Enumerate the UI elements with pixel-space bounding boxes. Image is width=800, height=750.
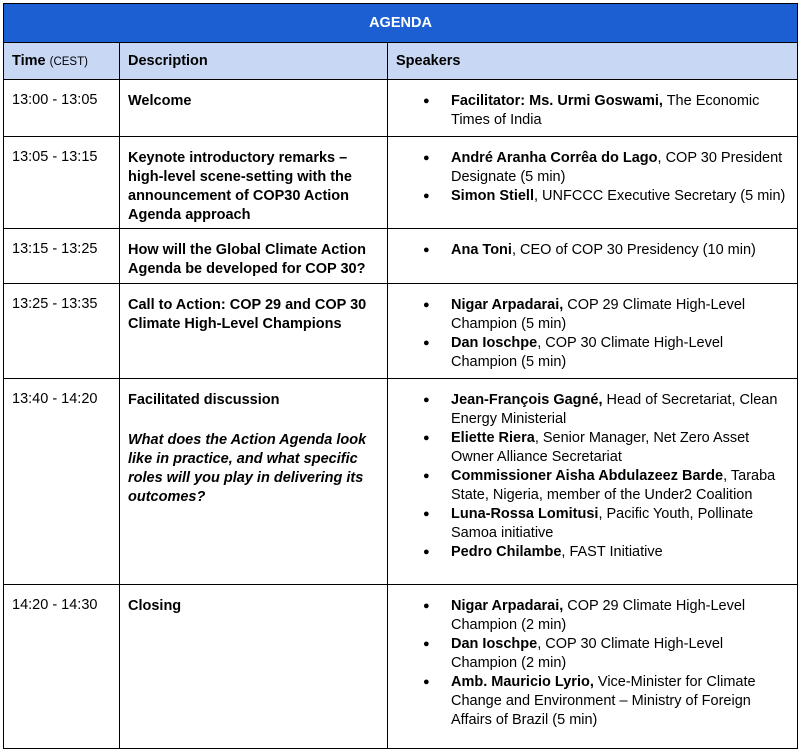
title-row — [4, 4, 798, 43]
speaker-name: André Aranha Corrêa do Lago — [451, 150, 658, 166]
speaker-item — [451, 505, 791, 543]
speaker-role: , COP 30 President Designate (5 min) — [451, 150, 783, 185]
speaker-item — [451, 391, 791, 429]
time-cell: 14:20 - 14:30 — [4, 585, 120, 749]
session-title: Closing — [128, 598, 182, 614]
session-title: Call to Action: COP 29 and COP 30 Climate High-Level Champions — [128, 297, 367, 332]
speaker-item — [451, 467, 791, 505]
time-cell: 13:00 - 13:05 — [4, 80, 120, 137]
speaker-role: , Taraba State, Nigeria, member of the Under2 Coalition — [451, 468, 776, 503]
speaker-role: , Pacific Youth, Pollinate Samoa initiative — [451, 506, 754, 541]
description-cell — [120, 80, 388, 137]
speaker-name: Nigar Arpadarai, — [451, 297, 564, 313]
agenda-row — [4, 284, 798, 379]
speaker-list — [396, 296, 791, 372]
description-cell — [120, 585, 388, 749]
header-row — [4, 43, 798, 80]
time-cell: 13:05 - 13:15 — [4, 137, 120, 229]
speaker-role: Head of Secretariat, Clean Energy Ministerial — [451, 392, 778, 427]
speaker-name: Eliette Riera — [451, 430, 535, 446]
agenda-document — [3, 3, 797, 749]
speakers-cell — [388, 379, 798, 585]
speaker-name: Ana Toni — [451, 242, 512, 258]
speaker-item — [451, 635, 791, 673]
speaker-name: Commissioner Aisha Abdulazeez Barde — [451, 468, 724, 484]
description-cell — [120, 137, 388, 229]
speaker-role: , COP 30 Climate High-Level Champion (5 min) — [451, 335, 724, 370]
speaker-list — [396, 241, 791, 260]
header-time-suffix: (CEST) — [49, 56, 88, 68]
agenda-row — [4, 585, 798, 749]
speaker-name: Dan Ioschpe — [451, 636, 538, 652]
header-time — [4, 43, 120, 80]
session-title: Welcome — [128, 93, 192, 109]
speaker-item — [451, 149, 791, 187]
header-time-label: Time — [12, 53, 46, 69]
speakers-cell — [388, 137, 798, 229]
speaker-item — [451, 92, 791, 130]
session-title: Facilitated discussion — [128, 392, 280, 408]
speaker-role: , CEO of COP 30 Presidency (10 min) — [511, 242, 756, 258]
session-title: Keynote introductory remarks – high-level scene-setting with the announcement of COP30 Action Agenda approach — [128, 150, 352, 223]
agenda-title: AGENDA — [4, 4, 798, 43]
speaker-name: Luna-Rossa Lomitusi — [451, 506, 599, 522]
description-cell — [120, 229, 388, 284]
time-cell: 13:40 - 14:20 — [4, 379, 120, 585]
agenda-row — [4, 137, 798, 229]
speakers-cell — [388, 284, 798, 379]
session-title: How will the Global Climate Action Agenda be developed for COP 30? — [128, 242, 366, 277]
speakers-cell — [388, 229, 798, 284]
speaker-item — [451, 187, 791, 206]
time-cell: 13:25 - 13:35 — [4, 284, 120, 379]
speaker-item — [451, 597, 791, 635]
agenda-rows — [4, 80, 798, 749]
speaker-item — [451, 429, 791, 467]
speaker-list — [396, 597, 791, 730]
speaker-name: Jean-François Gagné, — [451, 392, 603, 408]
speaker-list — [396, 149, 791, 206]
speakers-cell — [388, 80, 798, 137]
speaker-name: Dan Ioschpe — [451, 335, 538, 351]
speaker-item — [451, 296, 791, 334]
speaker-name: Amb. Mauricio Lyrio, — [451, 674, 594, 690]
agenda-row — [4, 229, 798, 284]
time-cell: 13:15 - 13:25 — [4, 229, 120, 284]
speaker-role: , UNFCCC Executive Secretary (5 min) — [534, 188, 786, 204]
speaker-role: , Senior Manager, Net Zero Asset Owner Alliance Secretariat — [451, 430, 750, 465]
agenda-row — [4, 379, 798, 585]
speaker-role: COP 29 Climate High-Level Champion (2 min) — [451, 598, 746, 633]
speaker-item — [451, 543, 791, 562]
speaker-item — [451, 334, 791, 372]
speaker-name: Nigar Arpadarai, — [451, 598, 564, 614]
description-cell — [120, 284, 388, 379]
speaker-role: The Economic Times of India — [451, 93, 760, 128]
speaker-list — [396, 391, 791, 562]
speaker-role: COP 29 Climate High-Level Champion (5 min) — [451, 297, 746, 332]
speaker-role: Vice-Minister for Climate Change and Environment – Ministry of Foreign Affairs of Brazil (5 min) — [451, 674, 756, 728]
speaker-role: , COP 30 Climate High-Level Champion (2 min) — [451, 636, 724, 671]
speaker-item — [451, 241, 791, 260]
speaker-item — [451, 673, 791, 730]
header-description: Description — [120, 43, 388, 80]
speaker-name: Simon Stiell — [451, 188, 534, 204]
speaker-role: , FAST Initiative — [561, 544, 663, 560]
description-cell — [120, 379, 388, 585]
speaker-name: Facilitator: Ms. Urmi Goswami, — [451, 93, 663, 109]
header-speakers: Speakers — [388, 43, 798, 80]
agenda-row — [4, 80, 798, 137]
speaker-list — [396, 92, 791, 130]
speakers-cell — [388, 585, 798, 749]
agenda-table — [3, 3, 798, 749]
speaker-name: Pedro Chilambe — [451, 544, 562, 560]
discussion-question: What does the Action Agenda look like in practice, and what specific roles will you play in delivering its outcomes? — [128, 432, 367, 505]
